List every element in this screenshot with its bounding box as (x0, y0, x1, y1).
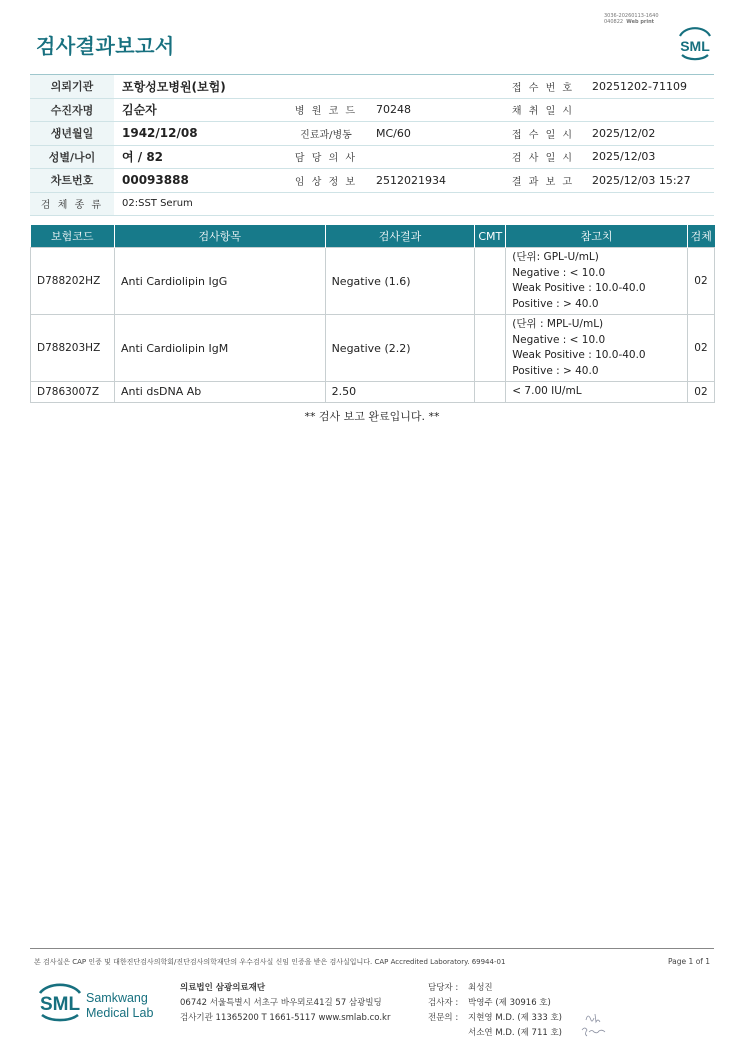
row-item: Anti Cardiolipin IgG (114, 248, 325, 315)
client-label: 의뢰기관 (30, 75, 114, 99)
ref-line: Weak Positive : 10.0-40.0 (512, 349, 646, 361)
col-header-item: 검사항목 (114, 225, 325, 248)
samkwang-logo-icon (36, 982, 154, 1024)
ref-line: Negative : < 10.0 (512, 333, 606, 346)
org-address: 06742 서울특별시 서초구 바우뫼로41길 57 삼광빌딩 (180, 998, 382, 1008)
row-item: Anti dsDNA Ab (114, 382, 325, 403)
organization-info (180, 981, 390, 1026)
hospital-code-label: 병 원 코 드 (284, 98, 368, 122)
print-stamp (604, 13, 684, 25)
col-header-cmt: CMT (475, 225, 506, 248)
row-reference (506, 382, 688, 403)
test-date-value: 2025/12/03 (584, 145, 714, 169)
report-label: 결 과 보 고 (502, 169, 584, 193)
staff-name: 박영주 (제 30916 호) (468, 998, 551, 1008)
dob-label: 생년월일 (30, 122, 114, 146)
dob-value: 1942/12/08 (114, 122, 284, 146)
receipt-no-value: 20251202-71109 (584, 75, 714, 99)
receipt-date-value: 2025/12/02 (584, 122, 714, 146)
row-specimen: 02 (687, 248, 714, 315)
specimen-value: 02:SST Serum (114, 192, 714, 216)
report-value: 2025/12/03 15:27 (584, 169, 714, 193)
doctor-value (368, 145, 502, 169)
page-number: Page 1 of 1 (668, 957, 711, 966)
ref-line: Positive : > 40.0 (512, 297, 599, 310)
row-code: D788202HZ (31, 248, 115, 315)
ref-line: Weak Positive : 10.0-40.0 (512, 282, 646, 294)
col-header-specimen: 검체 (687, 225, 714, 248)
row-result: Negative (1.6) (325, 248, 475, 315)
staff-row (428, 981, 562, 996)
org-contact: 검사기관 11365200 T 1661-5117 www.smlab.co.kr (180, 1013, 391, 1023)
ref-line: Positive : > 40.0 (512, 364, 599, 377)
footer-divider (30, 948, 714, 949)
table-row (31, 315, 715, 382)
row-code: D7863007Z (31, 382, 115, 403)
test-date-label: 검 사 일 시 (502, 145, 584, 169)
row-cmt (475, 382, 506, 403)
receipt-no-label: 접 수 번 호 (502, 75, 584, 99)
stamp-line2: 040822 (604, 19, 624, 25)
row-cmt (475, 315, 506, 382)
ref-line: Negative : < 10.0 (512, 266, 606, 279)
specimen-label: 검 체 종 류 (30, 192, 114, 216)
ref-line: < 7.00 IU/mL (512, 385, 582, 397)
row-item: Anti Cardiolipin IgM (114, 315, 325, 382)
sex-age-value: 여 / 82 (114, 145, 284, 169)
sex-age-label: 성별/나이 (30, 145, 114, 169)
footer-logo-word: SML (39, 994, 81, 1015)
staff-name: 지현영 M.D. (제 333 호) (468, 1013, 563, 1023)
staff-row (428, 1026, 562, 1041)
collect-date-label: 채 취 일 시 (502, 98, 584, 122)
dept-label: 진료과/병동 (284, 122, 368, 146)
staff-role: 담당자 : (428, 983, 459, 993)
staff-role: 검사자 : (428, 998, 459, 1008)
clinical-value: 2512021934 (368, 169, 502, 193)
stamp-tag: Web print (626, 19, 655, 25)
sml-logo-icon (674, 26, 716, 62)
results-table (30, 225, 715, 403)
footer-logo-name-1: Samkwang (86, 991, 148, 1005)
chart-no-value: 00093888 (114, 169, 284, 193)
stamp-line1: 3036-20260113-1640 (604, 13, 659, 19)
row-cmt (475, 248, 506, 315)
row-result: Negative (2.2) (325, 315, 475, 382)
dept-value: MC/60 (368, 122, 502, 146)
table-row (31, 382, 715, 403)
patient-value: 김순자 (114, 98, 284, 122)
client-value: 포항성모병원(보험) (114, 75, 502, 99)
staff-row (428, 996, 562, 1011)
collect-date-value (584, 98, 714, 122)
ref-line: (단위: GPL-U/mL) (512, 251, 599, 263)
receipt-date-label: 접 수 일 시 (502, 122, 584, 146)
row-specimen: 02 (687, 315, 714, 382)
clinical-label: 임 상 정 보 (284, 169, 368, 193)
staff-role: 전문의 : (428, 1013, 459, 1023)
patient-info-table (30, 74, 714, 216)
cap-note: 본 검사실은 CAP 인증 및 대한진단검사의학회/진단검사의학재단의 우수검사실 신임 인증을 받은 검사실입니다. CAP Accredited Laboratory. 69944-01 (34, 958, 506, 966)
ref-line: (단위 : MPL-U/mL) (512, 318, 604, 330)
report-title: 검사결과보고서 (36, 34, 175, 58)
staff-name: 서소연 M.D. (제 711 호) (468, 1028, 563, 1038)
row-result: 2.50 (325, 382, 475, 403)
signature-icon (580, 1010, 610, 1038)
row-code: D788203HZ (31, 315, 115, 382)
sml-logo-text: SML (680, 38, 710, 54)
col-header-result: 검사결과 (325, 225, 475, 248)
doctor-label: 담 당 의 사 (284, 145, 368, 169)
col-header-reference: 참고치 (506, 225, 688, 248)
org-name: 의료법인 삼광의료재단 (180, 983, 266, 993)
report-complete-note: ** 검사 보고 완료입니다. ** (304, 410, 440, 423)
footer-logo-name-2: Medical Lab (86, 1006, 154, 1020)
row-reference (506, 248, 688, 315)
staff-row (428, 1011, 562, 1026)
row-reference (506, 315, 688, 382)
chart-no-label: 차트번호 (30, 169, 114, 193)
row-specimen: 02 (687, 382, 714, 403)
staff-list (428, 981, 562, 1041)
col-header-code: 보험코드 (31, 225, 115, 248)
staff-name: 최성진 (468, 983, 493, 993)
patient-label: 수진자명 (30, 98, 114, 122)
table-row (31, 248, 715, 315)
hospital-code-value: 70248 (368, 98, 502, 122)
